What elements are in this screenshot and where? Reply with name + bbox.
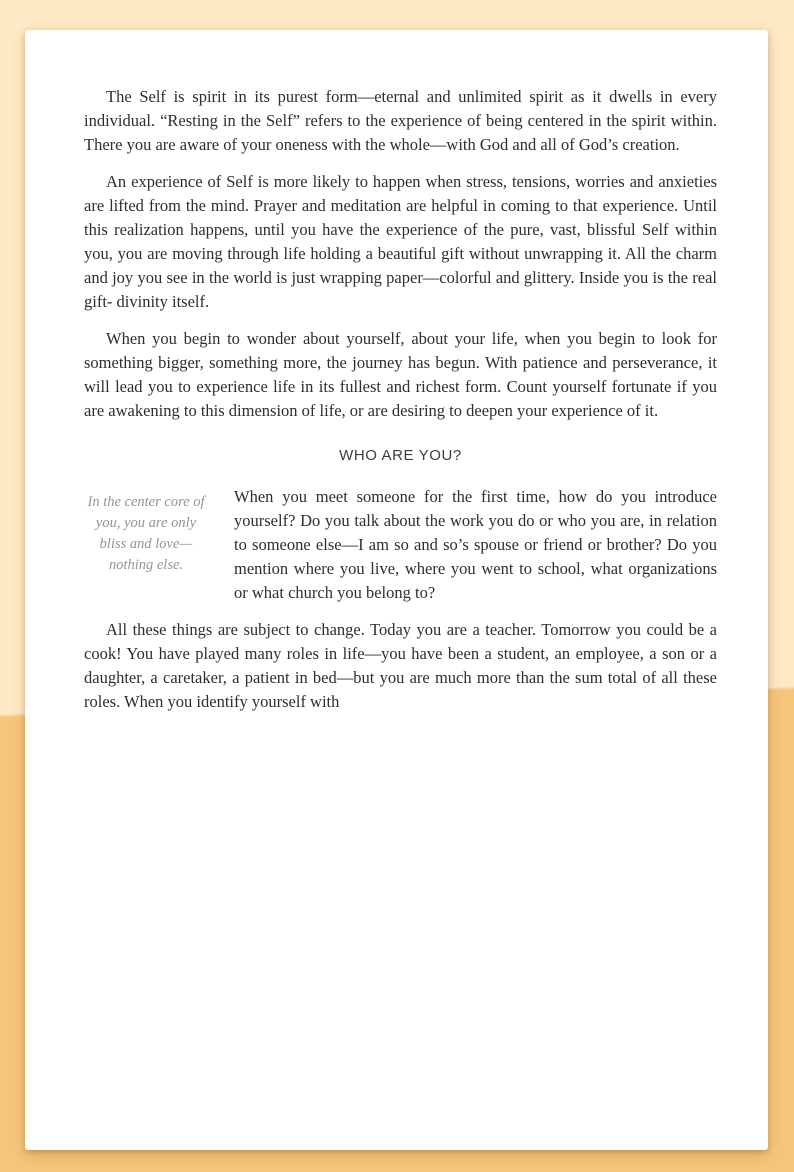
paragraph-experience-of-self: An experience of Self is more likely to happen when stress, tensions, worries and anxieties are lifted from the mind. Prayer and meditation are helpful in coming to that experience. Until this realization happens, until you have the experience of the pure, vast, blissful Self within you, you are moving through life holding a beautiful gift without unwrapping it. All the charm and joy you see in the world is just wrapping paper—colorful and glittery. Inside you is the real gift- divinity itself. <box>84 172 717 311</box>
margin-quote: In the center core of you, you are only bliss and love—nothing else. <box>87 494 205 573</box>
page-content <box>25 30 768 714</box>
paragraph-journey-begun: When you begin to wonder about yourself, about your life, when you begin to look for something bigger, something more, the journey has begun. With patience and perseverance, it will lead you to experience life in its fullest and richest form. Count yourself fortunate if you are awakening to this dimension of life, or are desiring to deepen your experience of it. <box>84 329 717 420</box>
paragraph-introduce-yourself: When you meet someone for the first time, how do you introduce yourself? Do you talk about the work you do or who you are, in relation to someone else—I am so and so’s spouse or friend or brother? Do you mention where you live, where you went to school, what organizations or what church you belong to? <box>234 487 717 602</box>
quote-row <box>84 485 717 605</box>
paragraph-resting-in-self: The Self is spirit in its purest form—eternal and unlimited spirit as it dwells in every individual. “Resting in the Self” refers to the experience of being centered in the spirit within. There you are aware of your oneness with the whole—with God and all of God’s creation. <box>84 87 717 154</box>
paragraph-roles-in-life: All these things are subject to change. Today you are a teacher. Tomorrow you could be a cook! You have played many roles in life—you have been a student, an employee, a son or a daughter, a caretaker, a patient in bed—but you are much more than the sum total of all these roles. When you identify yourself with <box>84 620 717 711</box>
book-page <box>25 30 768 1150</box>
section-heading: WHO ARE YOU? <box>339 447 462 464</box>
